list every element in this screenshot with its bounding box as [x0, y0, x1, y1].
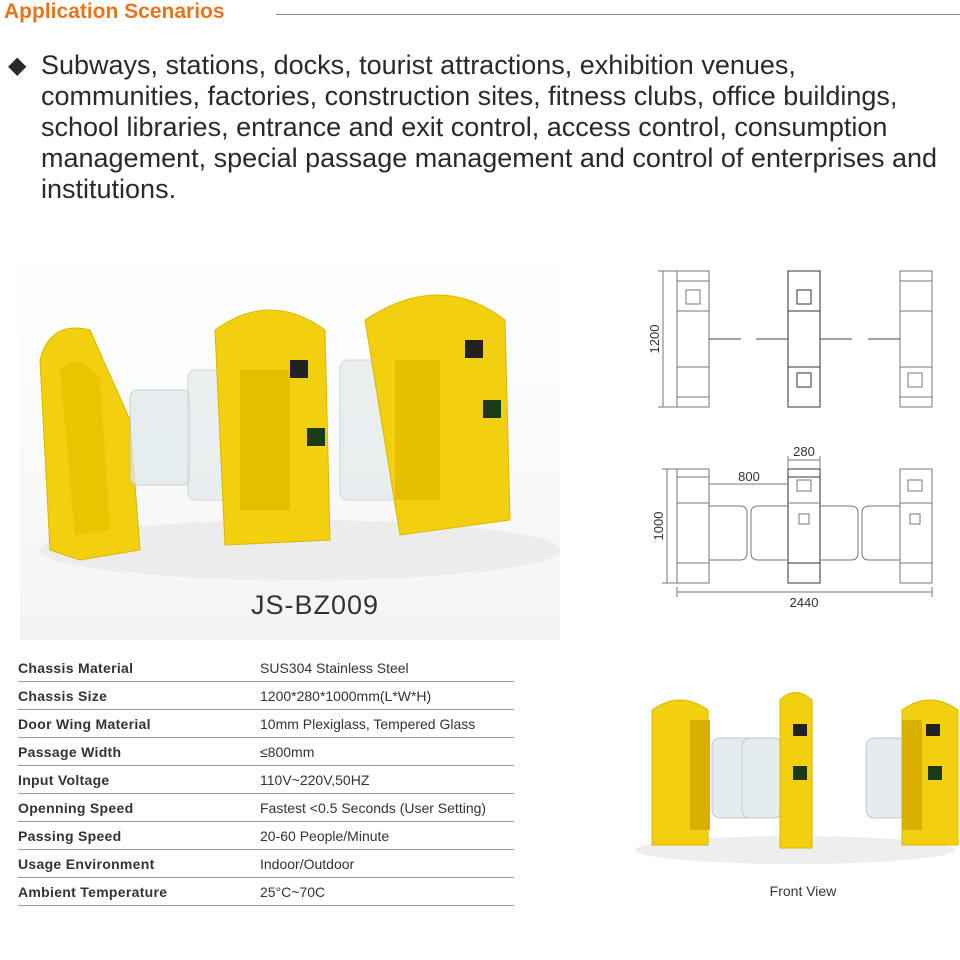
spec-value: Indoor/Outdoor — [260, 855, 355, 872]
spec-label: Door Wing Material — [18, 715, 151, 732]
spec-row — [18, 738, 514, 766]
spec-label: Ambient Temperature — [18, 883, 168, 900]
spec-label: Openning Speed — [18, 799, 134, 816]
spec-label: Chassis Material — [18, 659, 134, 676]
spec-row — [18, 766, 514, 794]
spec-row — [18, 878, 514, 906]
dim-height-top: 1200 — [647, 324, 662, 354]
spec-value: 25°C~70C — [260, 883, 326, 900]
spec-row — [18, 710, 514, 738]
top-view-drawing — [658, 271, 932, 407]
spec-row — [18, 822, 514, 850]
section-title: Application Scenarios — [4, 0, 225, 23]
scenarios-text: Subways, stations, docks, tourist attractions, exhibition venues, communities, factories, construction sites, fitness clubs, office buildings, school libraries, entrance and exit control, access control, consumption management, special passage management and control of enterprises and institutions. — [41, 50, 938, 204]
dim-height-front: 1000 — [651, 511, 666, 541]
dim-width: 280 — [793, 444, 815, 459]
dim-passage: 800 — [738, 469, 760, 484]
spec-table — [18, 654, 514, 906]
spec-value: Fastest <0.5 Seconds (User Setting) — [260, 799, 487, 816]
front-view-photo — [630, 680, 960, 875]
spec-label: Usage Environment — [18, 855, 155, 872]
spec-value: 1200*280*1000mm(L*W*H) — [260, 687, 432, 704]
spec-value: 10mm Plexiglass, Tempered Glass — [260, 715, 476, 732]
model-name: JS-BZ009 — [250, 590, 380, 620]
spec-label: Chassis Size — [18, 687, 108, 704]
spec-row — [18, 682, 514, 710]
spec-label: Passing Speed — [18, 827, 122, 844]
spec-row — [18, 850, 514, 878]
spec-row — [18, 794, 514, 822]
spec-value: 20-60 People/Minute — [260, 827, 390, 844]
spec-value: ≤800mm — [260, 743, 315, 760]
front-dimension-drawing — [662, 456, 932, 597]
spec-label: Passage Width — [18, 743, 122, 760]
spec-label: Input Voltage — [18, 771, 110, 788]
spec-value: 110V~220V,50HZ — [260, 771, 370, 788]
diamond-icon: ◆ — [8, 52, 27, 79]
front-view-caption: Front View — [769, 883, 837, 899]
dim-total-length: 2440 — [789, 595, 819, 610]
spec-value: SUS304 Stainless Steel — [260, 659, 409, 676]
spec-row — [18, 654, 514, 682]
